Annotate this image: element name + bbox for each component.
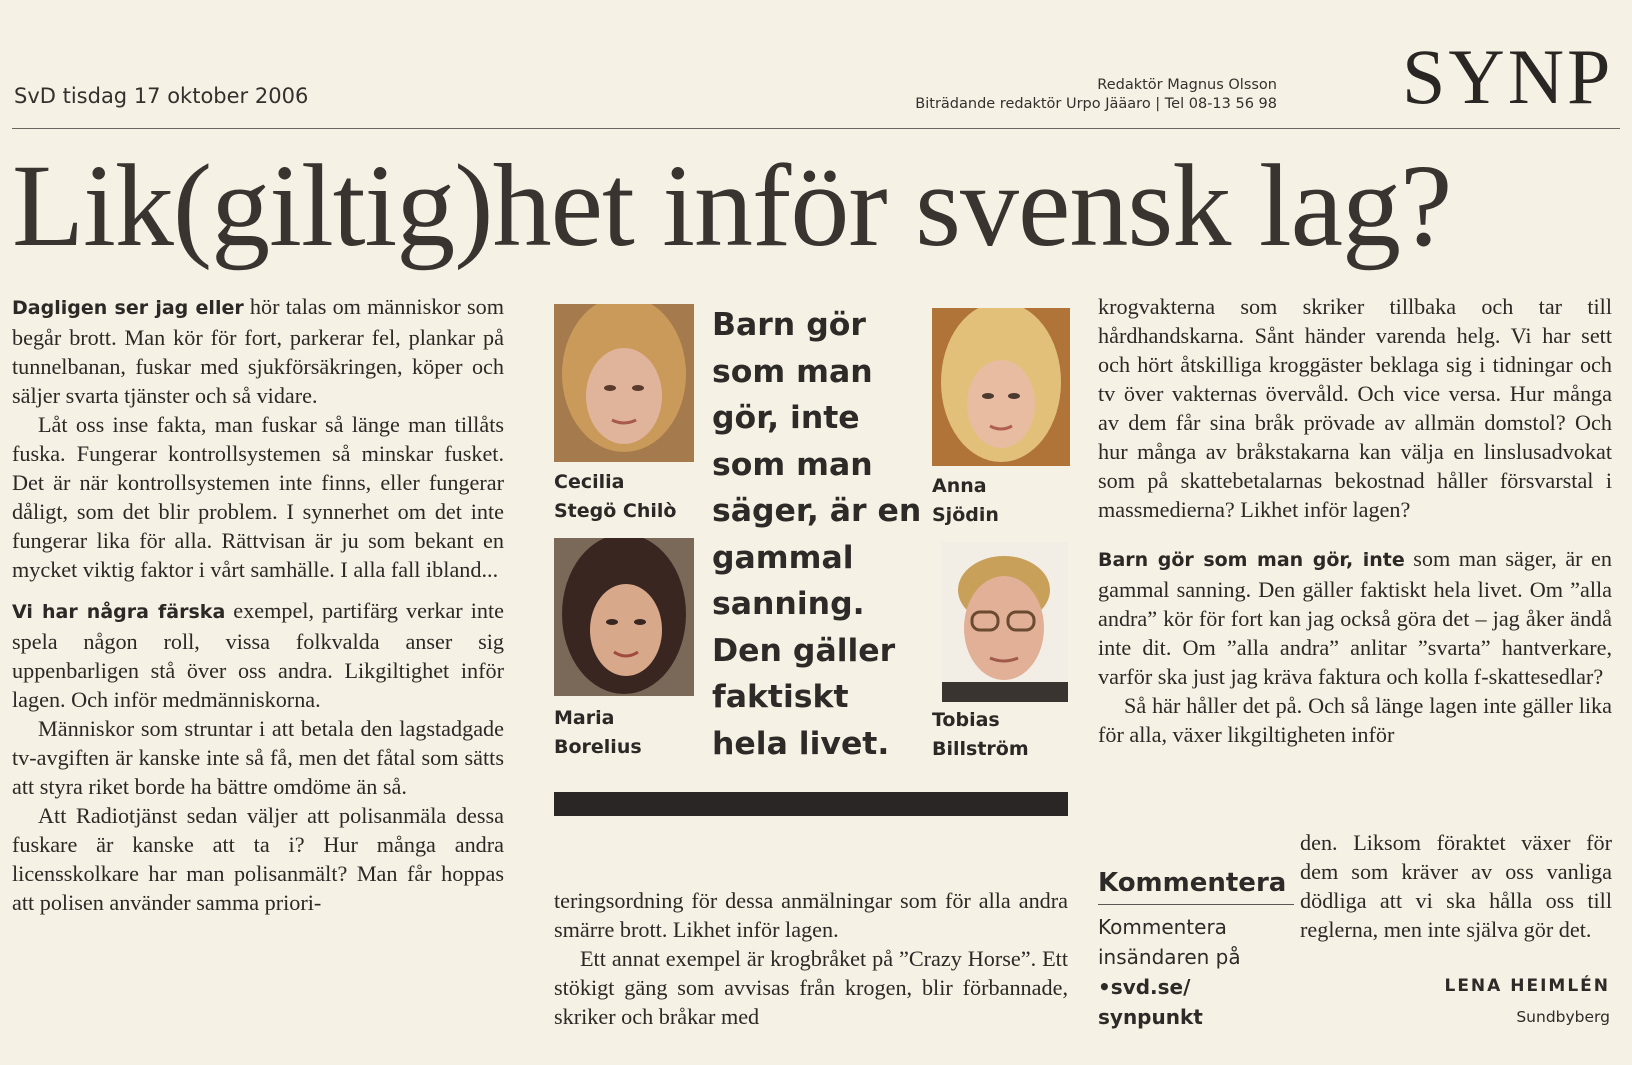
column-3-narrow [1300, 828, 1612, 944]
pull-quote: Barn gör som man gör, inte som man säger, är en gammal sanning. Den gäller faktiskt hela livet. [712, 307, 922, 762]
comment-box-title: Kommentera [1098, 868, 1287, 898]
photo-cecilia [554, 304, 694, 462]
paragraph: Ett annat exempel är krogbråket på ”Crazy Horse”. Ett stökigt gäng som avvisas från krogen, blir förbannade, skriker och bråkar med [554, 946, 1068, 1029]
divider-bar [554, 792, 1068, 816]
editor-name: Redaktör Magnus Olsson [1097, 77, 1277, 93]
caption-line: Tobias [932, 709, 1000, 731]
column-3 [1098, 292, 1612, 749]
paragraph: Människor som struntar i att betala den lagstadgade tv-avgiften är kanske inte så få, men det fåtal som sätts att styra riket borde ha bättre omdöme än så. [12, 716, 504, 799]
paragraph-text: som man säger, är en gammal sanning. Den gäller faktiskt hela livet. Om ”alla andra” kör för fort kan jag också göra det – jag åker ändå inte dit. Om ”alla andra” anlitar ”svarta” hantverkare, varför ska just jag kräva faktura och kolla f-skattesedlar? [1098, 546, 1612, 689]
caption-line: Sjödin [932, 504, 999, 526]
author-location: Sundbyberg [1516, 1008, 1610, 1026]
paragraph: Att Radiotjänst sedan väljer att polisanmäla dessa fuskare är kanske att ta i? Hur många andra licensskolkare har man polisanmält? Man får hoppas att polisen använder samma priori- [12, 803, 504, 915]
caption-line: Cecilia [554, 471, 625, 493]
editor-info [915, 76, 1277, 114]
caption-line: Maria [554, 707, 615, 729]
dateline: SvD tisdag 17 oktober 2006 [14, 84, 309, 108]
lead-in: Dagligen ser jag eller [12, 297, 244, 319]
deputy-editor: Biträdande redaktör Urpo Jääaro | Tel 08-13 56 98 [915, 96, 1277, 112]
author-signature: LENA HEIMLÉN [1444, 976, 1610, 996]
photo-tobias [942, 542, 1068, 702]
comment-box-line: Kommentera [1098, 915, 1227, 939]
paragraph: Så här håller det på. Och så länge lagen inte gäller lika för alla, växer likgiltigheten inför [1098, 693, 1612, 747]
paragraph [1098, 544, 1612, 691]
caption-cecilia [554, 468, 676, 526]
comment-link[interactable]: •svd.se/ [1098, 975, 1191, 999]
comment-box [1098, 912, 1241, 1032]
paragraph: den. Liksom föraktet växer för dem som kräver av oss vanliga dödliga att vi ska hålla oss till reglerna, men inte själva gör det. [1300, 830, 1612, 942]
caption-maria [554, 704, 642, 762]
paragraph-text: exempel, partifärg verkar inte spela någon roll, vissa folkvalda anser sig uppenbarligen stå över oss andra. Likgiltighet inför lagen. Och inför medmänniskorna. [12, 598, 504, 712]
column-2 [554, 886, 1068, 1031]
caption-line: Borelius [554, 736, 642, 758]
caption-line: Anna [932, 475, 987, 497]
paragraph: teringsordning för dessa anmälningar som för alla andra smärre brott. Likhet inför lagen. [554, 888, 1068, 942]
photo-anna [932, 308, 1070, 466]
paragraph: Låt oss inse fakta, man fuskar så länge man tillåts fuska. Fungerar kontrollsystemen så minskar fusket. Det är när kontrollsystemen inte finns, eller fungerar dåligt, som det blir problem. I synnerhet om det inte fungerar lika för alla. Rättvisan är ju som bekant en mycket viktig faktor i vårt samhälle. I alla fall ibland... [12, 412, 504, 582]
caption-line: Billström [932, 738, 1029, 760]
paragraph-text: hör talas om människor som begår brott. Man kör för fort, parkerar fel, plankar på tunnelbanan, fuskar med sjukförsäkringen, köper och säljer svarta tjänster och så vidare. [12, 294, 504, 408]
paragraph [12, 292, 504, 410]
comment-box-line: insändaren på [1098, 945, 1241, 969]
comment-link-path[interactable]: synpunkt [1098, 1005, 1203, 1029]
caption-line: Stegö Chilò [554, 500, 677, 522]
paragraph: krogvakterna som skriker tillbaka och tar till hårdhandskarna. Sånt händer varenda helg. Vi har sett och hört åtskilliga kroggäster beklaga sig i tidningar och tv över vakternas övervåld. Och vice versa. Hur många av dem får sina bråk prövade av allmän domstol? Och hur många av bråkstakarna kan välja en linslusadvokat som på skattebetalarnas bekostnad håller försvarstal i massmedierna? Likhet inför lagen? [1098, 294, 1612, 522]
headline: Lik(giltig)het inför svensk lag? [12, 140, 1452, 271]
lead-in: Barn gör som man gör, inte [1098, 549, 1405, 571]
header-rule [12, 128, 1620, 129]
photo-maria [554, 538, 694, 696]
paragraph [12, 596, 504, 714]
lead-in: Vi har några färska [12, 601, 226, 623]
comment-box-rule [1098, 904, 1294, 905]
caption-anna [932, 472, 999, 530]
caption-tobias [932, 706, 1029, 764]
column-1 [12, 292, 504, 917]
section-title: SYNP [1402, 33, 1614, 120]
